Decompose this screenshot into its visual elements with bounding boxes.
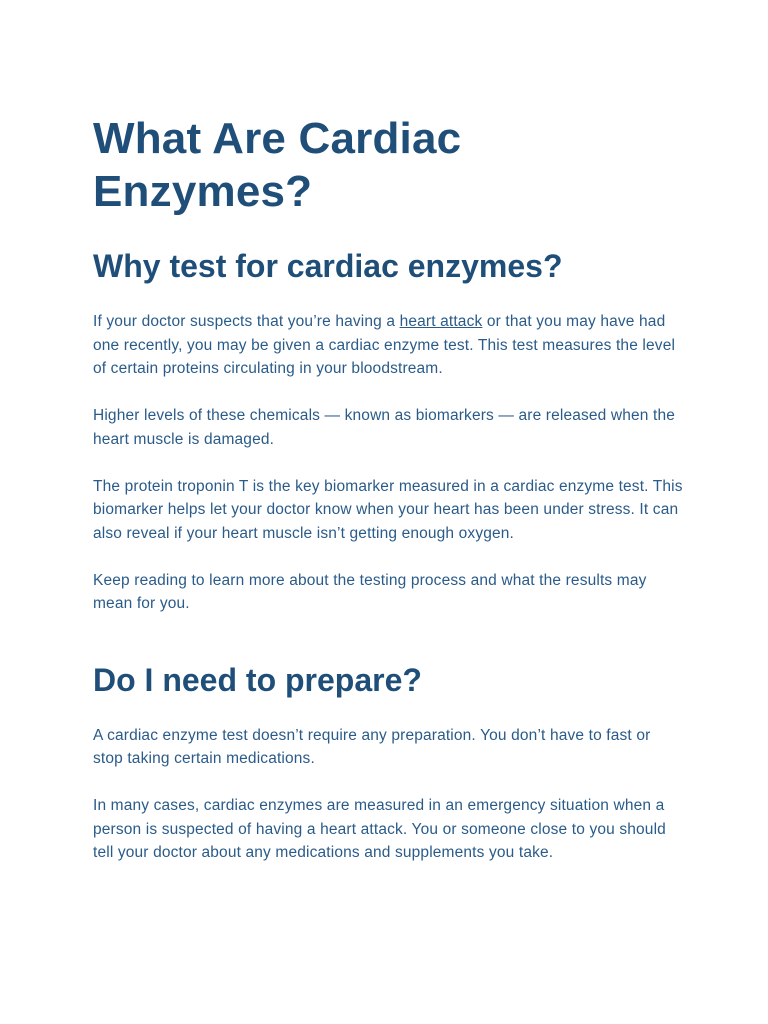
paragraph-keep-reading: Keep reading to learn more about the testing process and what the results may mean for you. [93, 571, 647, 612]
paragraph-why-test-intro [93, 310, 683, 381]
paragraph-emergency: In many cases, cardiac enzymes are measured in an emergency situation when a person is suspected of having a heart attack. You or someone close to you should tell your doctor about any medications and supplements you take. [93, 797, 666, 861]
paragraph-text: If your doctor suspects that you’re having a [93, 313, 400, 330]
article-content [93, 112, 683, 865]
section-heading-why-test: Why test for cardiac enzymes? [93, 248, 563, 284]
paragraph-troponin: The protein troponin T is the key biomarker measured in a cardiac enzyme test. This biomarker helps let your doctor know when your heart has been under stress. It can also reveal if your heart muscle isn’t getting enough oxygen. [93, 477, 683, 542]
heart-attack-link[interactable]: heart attack [399, 313, 483, 330]
section-heading-prepare: Do I need to prepare? [93, 661, 422, 698]
paragraph-text: or that you may have had one recently, you may be given a cardiac enzyme test. This test measures the level of certain proteins circulating in your bloodstream. [93, 313, 676, 377]
page-title: What Are Cardiac Enzymes? [93, 114, 462, 216]
paragraph-biomarkers: Higher levels of these chemicals — known as biomarkers — are released when the heart muscle is damaged. [93, 407, 676, 448]
paragraph-no-preparation: A cardiac enzyme test doesn’t require any preparation. You don’t have to fast or stop taking certain medications. [93, 726, 651, 767]
